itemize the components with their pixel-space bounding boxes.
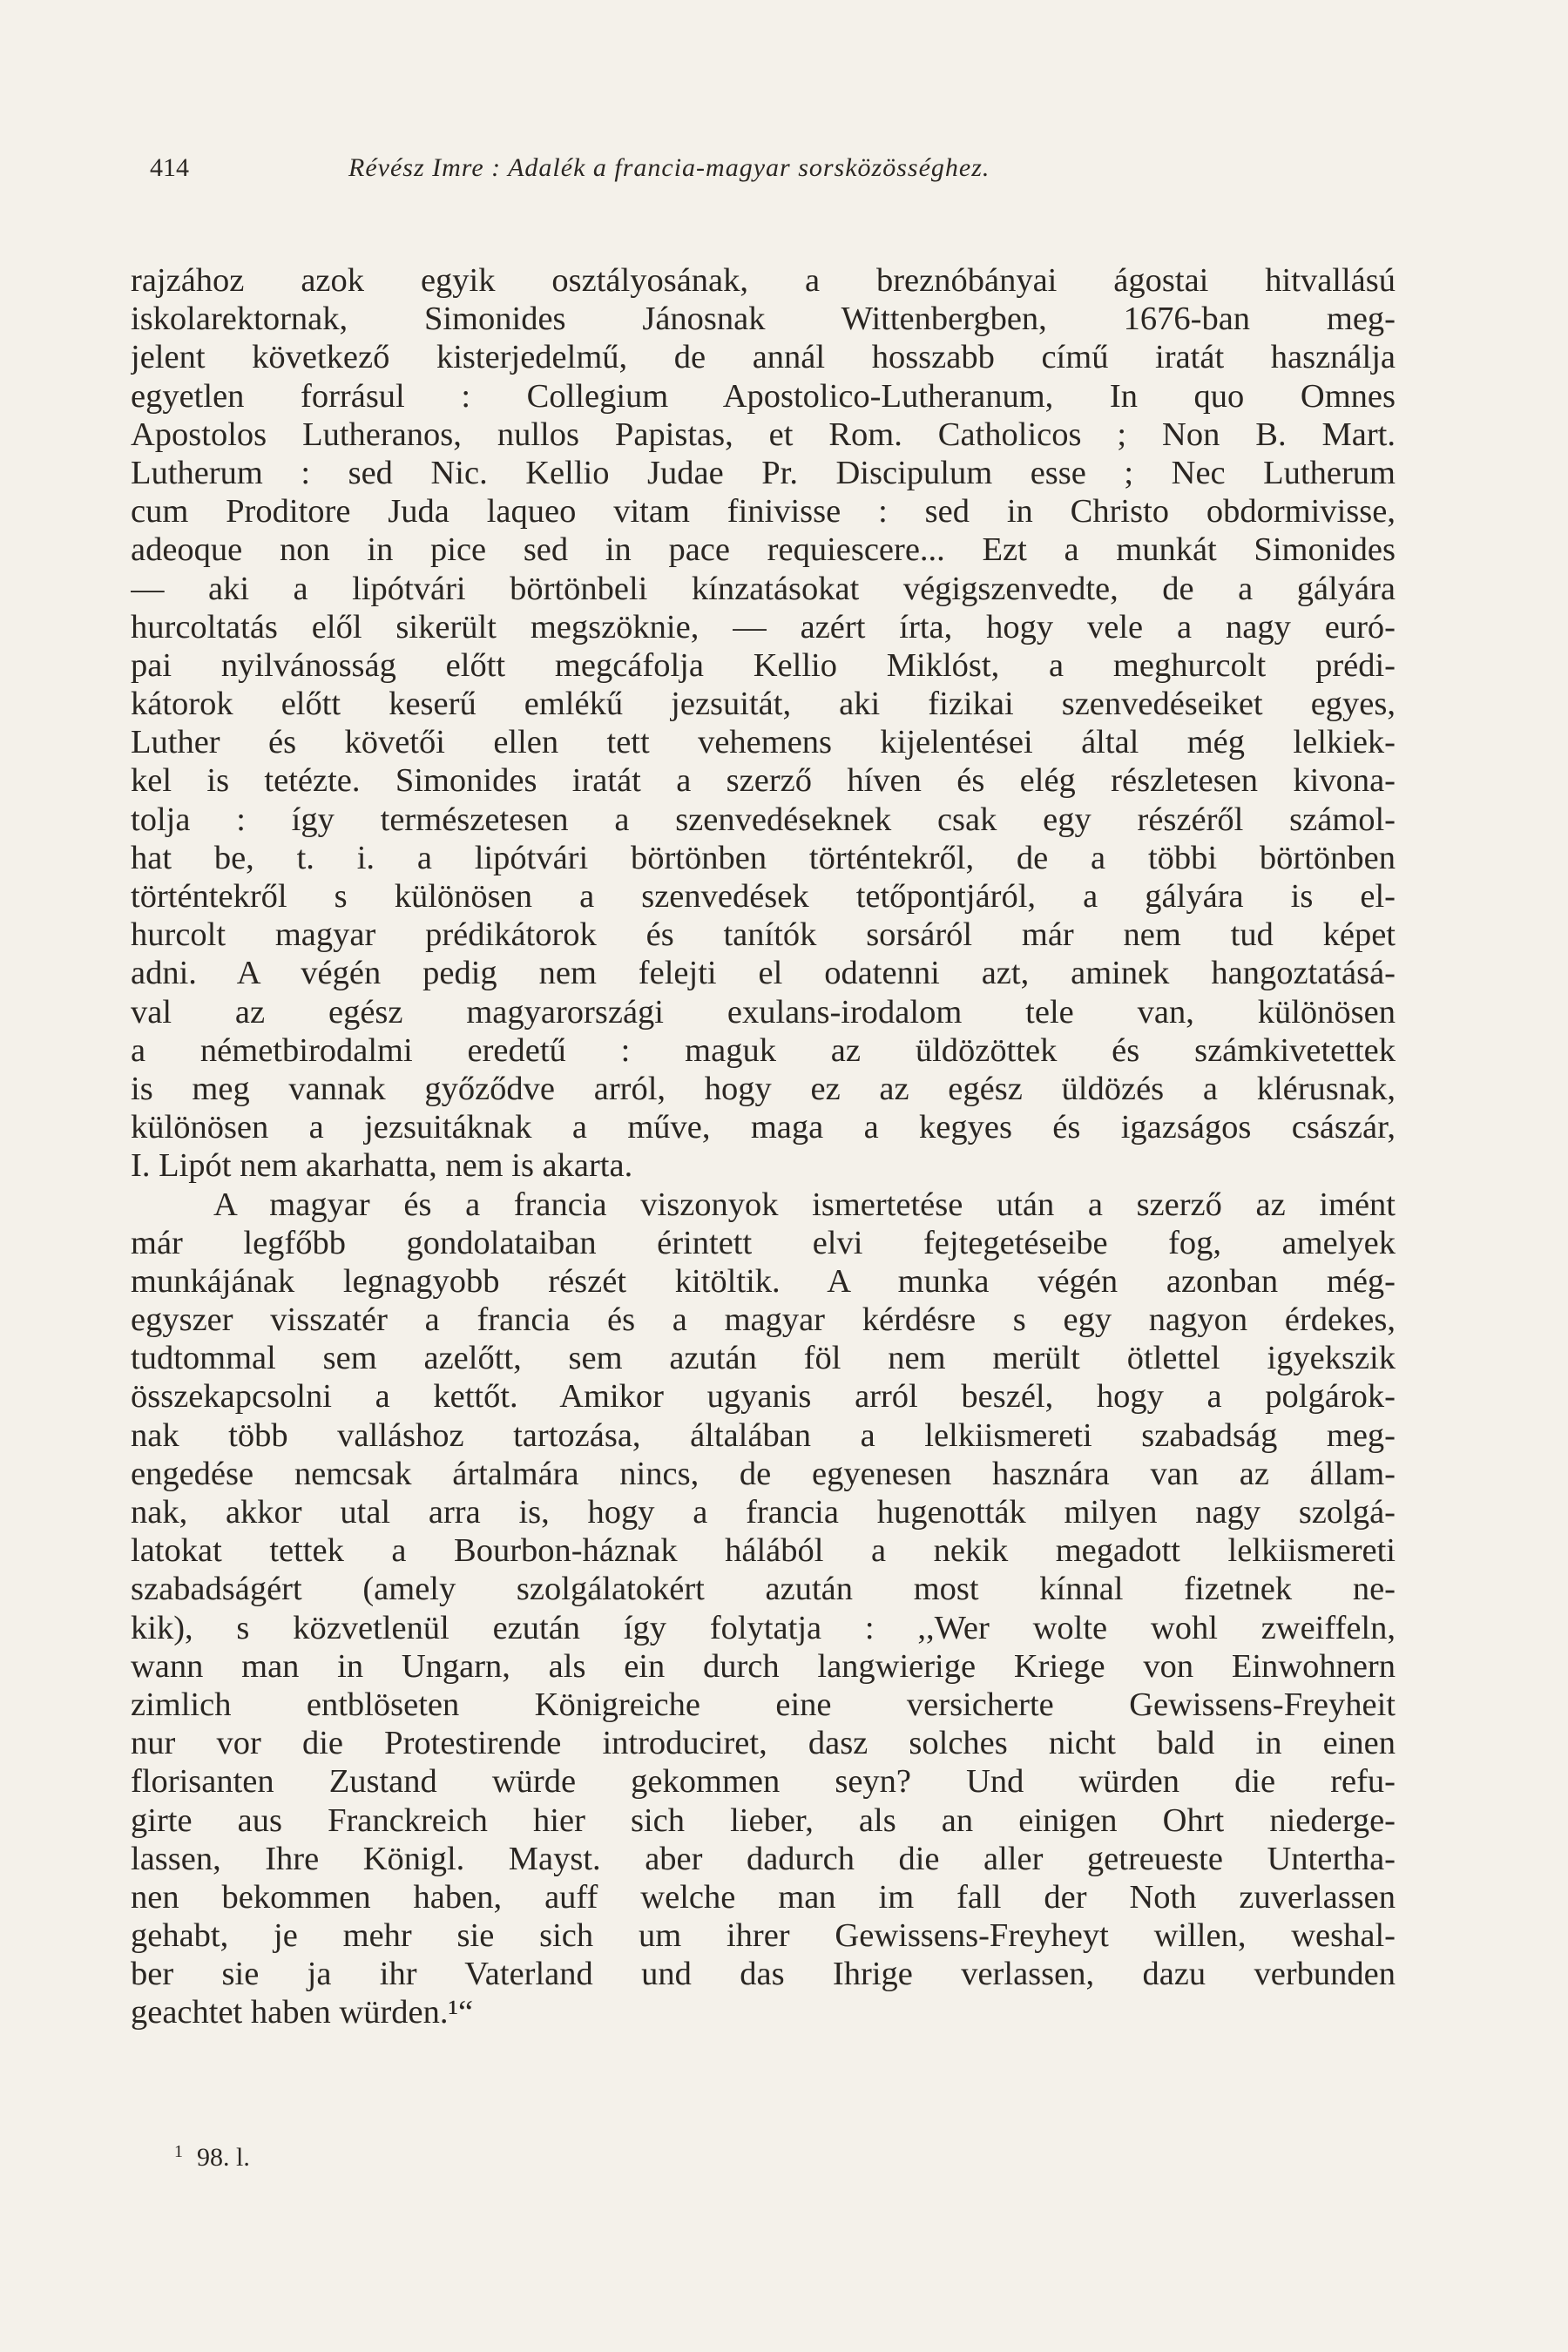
text-line: nak, akkor utal arra is, hogy a francia hugenották milyen nagy szolgá-: [131, 1494, 1396, 1531]
text-line: Lutherum : sed Nic. Kellio Judae Pr. Discipulum esse ; Nec Lutherum: [131, 454, 1396, 491]
text-line: jelent következő kisterjedelmű, de annál hosszabb című iratát használja: [131, 339, 1396, 376]
text-line: történtekről s különösen a szenvedések tetőpontjáról, a gályára is el-: [131, 878, 1396, 915]
text-line: cum Proditore Juda laqueo vitam finivisse : sed in Christo obdormivisse,: [131, 493, 1396, 531]
text-line: a németbirodalmi eredetű : maguk az üldözöttek és számkivetettek: [131, 1031, 1396, 1069]
text-line: ber sie ja ihr Vaterland und das Ihrige verlassen, dazu verbunden: [131, 1956, 1396, 1993]
text-line: florisanten Zustand würde gekommen seyn? Und würden die refu-: [131, 1763, 1396, 1801]
text-line: latokat tettek a Bourbon-háznak hálából a nekik megadott lelkiismereti: [131, 1532, 1396, 1570]
text-line: hurcolt magyar prédikátorok és tanítók sorsáról már nem tud képet: [131, 916, 1396, 954]
text-line: tolja : így természetesen a szenvedéseknek csak egy részéről számol-: [131, 801, 1396, 838]
footnote: [174, 2134, 250, 2175]
running-head: [150, 146, 1456, 190]
running-title: Révész Imre : Adalék a francia-magyar sorsközösséghez.: [348, 153, 990, 182]
text-line: girte aus Franckreich hier sich lieber, als an einigen Ohrt niederge-: [131, 1801, 1396, 1839]
text-line: munkájának legnagyobb részét kitöltik. A munka végén azonban még-: [131, 1262, 1396, 1300]
text-line: nen bekommen haben, auff welche man im fall der Noth zuverlassen: [131, 1878, 1396, 1916]
text-line: szabadságért (amely szolgálatokért azután most kínnal fizetnek ne-: [131, 1571, 1396, 1608]
text-line: Apostolos Lutheranos, nullos Papistas, et Rom. Catholicos ; Non B. Mart.: [131, 416, 1396, 453]
text-line: is meg vannak győződve arról, hogy ez az egész üldözés a klérusnak,: [131, 1070, 1396, 1107]
text-line: — aki a lipótvári börtönbeli kínzatásokat végigszenvedte, de a gályára: [131, 570, 1396, 607]
text-line: összekapcsolni a kettőt. Amikor ugyanis arról beszél, hogy a polgárok-: [131, 1378, 1396, 1416]
footnote-marker: 1: [174, 2142, 183, 2161]
text-line: pai nyilvánosság előtt megcáfolja Kellio Miklóst, a meghurcolt prédi-: [131, 646, 1396, 684]
text-line: engedése nemcsak ártalmára nincs, de egyenesen hasznára van az állam-: [131, 1455, 1396, 1492]
text-line: hurcoltatás elől sikerült megszöknie, — azért írta, hogy vele a nagy euró-: [131, 608, 1396, 645]
text-line: I. Lipót nem akarhatta, nem is akarta.: [131, 1147, 633, 1185]
text-line: egyszer visszatér a francia és a magyar kérdésre s egy nagyon érdekes,: [131, 1301, 1396, 1339]
text-line: val az egész magyarországi exulans-irodalom tele van, különösen: [131, 993, 1396, 1031]
text-line: A magyar és a francia viszonyok ismertetése után a szerző az imént: [213, 1186, 1396, 1223]
text-line: iskolarektornak, Simonides Jánosnak Wittenbergben, 1676-ban meg-: [131, 301, 1396, 338]
text-line: nur vor die Protestirende introduciret, dasz solches nicht bald in einen: [131, 1725, 1396, 1762]
text-line: zimlich entblöseten Königreiche eine versicherte Gewissens-Freyheit: [131, 1686, 1396, 1723]
text-line: geachtet haben würden.¹“: [131, 1994, 474, 2031]
text-line: hat be, t. i. a lipótvári börtönben történtekről, de a többi börtönben: [131, 839, 1396, 876]
text-line: rajzához azok egyik osztályosának, a breznóbányai ágostai hitvallású: [131, 262, 1396, 299]
text-line: Luther és követői ellen tett vehemens kijelentései által még lelkiek-: [131, 724, 1396, 761]
text-line: nak több valláshoz tartozása, általában a lelkiismereti szabadság meg-: [131, 1416, 1396, 1454]
text-line: lassen, Ihre Königl. Mayst. aber dadurch die aller getreueste Untertha-: [131, 1840, 1396, 1877]
text-line: különösen a jezsuitáknak a műve, maga a kegyes és igazságos császár,: [131, 1109, 1396, 1146]
text-line: tudtommal sem azelőtt, sem azután föl nem merült ötlettel igyekszik: [131, 1340, 1396, 1377]
text-line: wann man in Ungarn, als ein durch langwierige Kriege von Einwohnern: [131, 1647, 1396, 1685]
text-line: egyetlen forrásul : Collegium Apostolico-Lutheranum, In quo Omnes: [131, 377, 1396, 415]
text-line: kátorok előtt keserű emlékű jezsuitát, aki fizikai szenvedéseiket egyes,: [131, 686, 1396, 723]
body-text: [131, 261, 1396, 2032]
text-line: gehabt, je mehr sie sich um ihrer Gewissens-Freyheyt willen, weshal-: [131, 1917, 1396, 1955]
page-number: 414: [150, 153, 189, 182]
text-line: már legfőbb gondolataiban érintett elvi fejtegetéseibe fog, amelyek: [131, 1224, 1396, 1261]
text-line: adeoque non in pice sed in pace requiescere... Ezt a munkát Simonides: [131, 531, 1396, 569]
text-line: adni. A végén pedig nem felejti el odatenni azt, aminek hangoztatásá-: [131, 955, 1396, 992]
footnote-text: 98. l.: [197, 2143, 250, 2172]
text-line: kel is tetézte. Simonides iratát a szerző híven és elég részletesen kivona-: [131, 762, 1396, 800]
text-line: kik), s közvetlenül ezután így folytatja : ,,Wer wolte wohl zweiffeln,: [131, 1609, 1396, 1646]
